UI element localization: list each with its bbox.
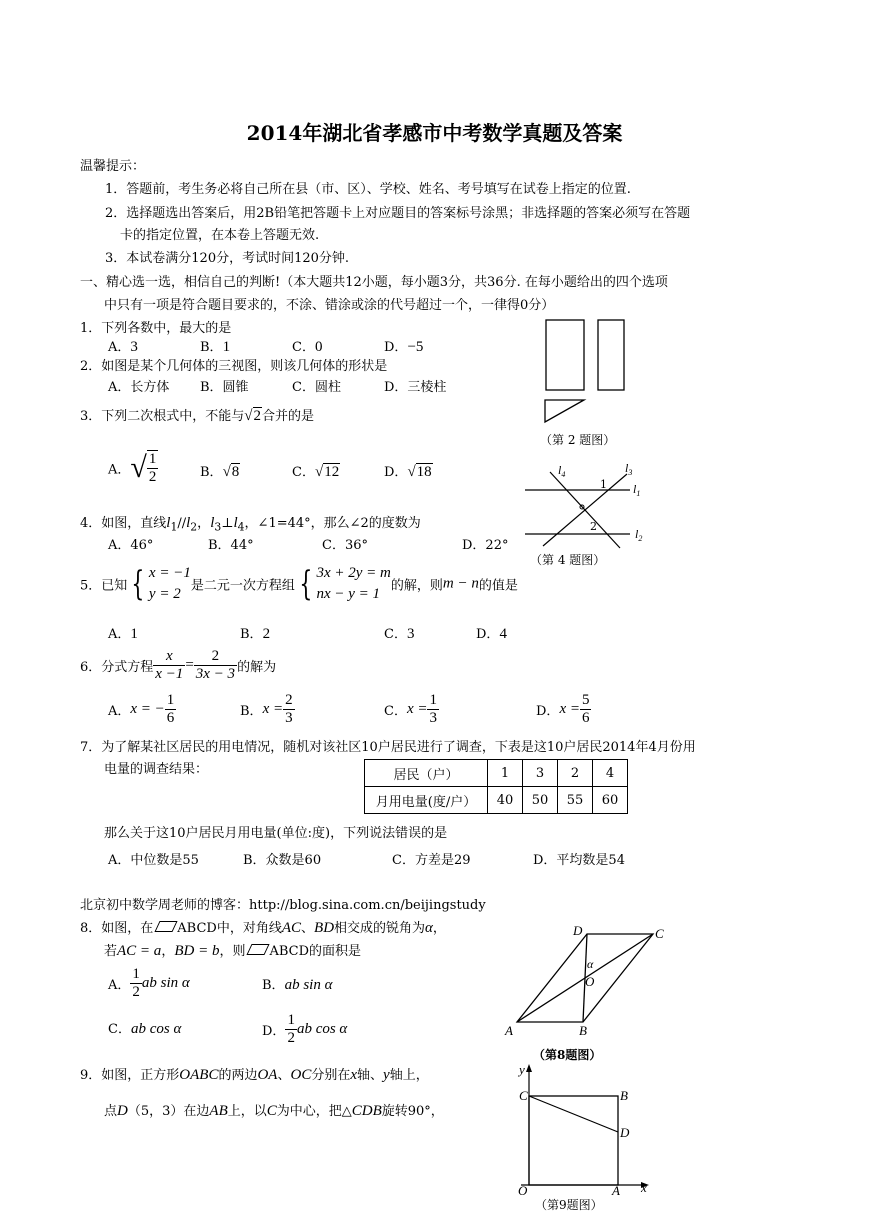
q1-stem: 1．下列各数中，最大的是 [80, 321, 232, 336]
section-heading: 一、精心选一选，相信自己的判断!（本大题共12小题，每小题3分，共36分. 在每小题给出的四个选项 [80, 275, 668, 290]
q8-option-c: C．ab cos α [108, 1021, 182, 1037]
q6-option-b: B．x = $\frac{2}{3}$ [240, 692, 293, 726]
q8-option-d: D． $\frac{1}{2}$ ab cos α [262, 1012, 348, 1046]
fig8-label-b: B [579, 1023, 587, 1038]
q7-option-a: A．中位数是55 [108, 853, 199, 868]
q1-option-c: C．0 [292, 339, 323, 355]
q1-option-b: B．1 [200, 339, 231, 355]
q3-option-a: A．√ $\frac{1}{2}$ [108, 451, 157, 485]
tips-heading: 温馨提示： [80, 159, 146, 174]
svg-text:l4: $l_4$ [558, 463, 566, 479]
fig4-angle1: 1 [600, 478, 607, 491]
electricity-table [364, 759, 628, 814]
q9-stem: 9．如图，正方形OABC的两边OA、OC分别在x轴、y轴上， [80, 1067, 429, 1083]
svg-text:l2: $l_2$ [635, 527, 643, 543]
svg-text:l3: $l_3$ [625, 461, 633, 477]
fig9-label-c: C [519, 1088, 528, 1103]
q6-stem: 6．分式方程 $\frac{x}{x -1}$ = $\frac{2}{3x - 3}$ 的解为 [80, 648, 277, 682]
tip-1: 1．答题前，考生务必将自己所在县（市、区）、学校、姓名、考号填写在试卷上指定的位置. [105, 182, 631, 197]
fig9-label-b: B [620, 1088, 628, 1103]
q5-option-a: A．1 [108, 626, 138, 642]
q2-option-c: C．圆柱 [292, 380, 341, 395]
q8-stem: 8．如图，在 ABCD中，对角线AC、BD相交成的锐角为α， [80, 920, 446, 936]
q2-caption: （第 2 题图） [540, 433, 616, 447]
q3-option-c: C．√12 [292, 464, 340, 480]
q7-stem-cont: 电量的调查结果： [104, 762, 209, 777]
tip-2-cont: 卡的指定位置，在本卷上答题无效. [120, 228, 320, 243]
square-coordinate-figure [515, 1060, 660, 1198]
fig8-label-o: O [585, 974, 595, 989]
fig9-label-d: D [620, 1125, 630, 1140]
q2-option-d: D．三棱柱 [384, 380, 447, 395]
q6-option-a: A．x = − $\frac{1}{6}$ [108, 692, 175, 726]
q7-option-c: C．方差是29 [392, 853, 471, 868]
fig8-alpha: α [587, 957, 594, 971]
q3-option-d: D．√18 [384, 464, 432, 480]
fig9-axis-x: x [641, 1180, 647, 1195]
fig4-angle2: 2 [590, 520, 597, 533]
q1-option-d: D．−5 [384, 339, 424, 355]
q4-option-d: D．22° [462, 538, 509, 553]
fig4-l4: l [558, 463, 562, 477]
page-title: 2014年湖北省孝感市中考数学真题及答案 [246, 121, 623, 145]
fig4-l3: l [625, 461, 629, 475]
q3-option-b: B．√8 [200, 464, 240, 480]
q4-stem: 4．如图，直线$l_1//l_2$，$l_3\perp l_4$，∠1=44°，那么∠2的度数为 [80, 515, 421, 534]
q9-stem-cont: 点D（5，3）在边AB上，以C为中心，把△CDB旋转90°， [104, 1103, 444, 1119]
blog-link[interactable]: 北京初中数学周老师的博客：http://blog.sina.com.cn/beijingstudy [80, 898, 486, 913]
three-view-figure [540, 318, 630, 428]
q8-stem-cont: 若AC = a，BD = b，则 ABCD的面积是 [104, 943, 362, 959]
q8-caption: （第8题图） [533, 1048, 602, 1062]
q5-option-b: B．2 [240, 626, 271, 642]
q2-option-a: A．长方体 [108, 380, 170, 395]
parallelogram-icon [247, 944, 270, 955]
q5-option-d: D．4 [476, 626, 507, 642]
fig9-axis-y: y [519, 1062, 525, 1077]
tip-3: 3．本试卷满分120分，考试时间120分钟. [105, 251, 350, 266]
q8-option-b: B．ab sin α [262, 977, 333, 993]
q7-option-b: B．众数是60 [243, 853, 322, 868]
svg-text:l1: $l_1$ [633, 482, 641, 498]
fig9-label-a: A [612, 1183, 620, 1198]
tip-2: 2．选择题选出答案后，用2B铅笔把答题卡上对应题目的答案标号涂黑；非选择题的答案必须写在答题 [105, 206, 691, 221]
section-heading-cont: 中只有一项是符合题目要求的，不涂、错涂或涂的代号超过一个，一律得0分） [104, 298, 555, 313]
parallelogram-icon [155, 921, 178, 932]
fig8-label-a: A [505, 1023, 513, 1038]
q7-option-d: D．平均数是54 [533, 853, 625, 868]
q4-caption: （第 4 题图） [530, 553, 606, 567]
q7-stem: 7．为了解某社区居民的用电情况，随机对该社区10户居民进行了调查，下表是这10户居民2014年4月份用 [80, 740, 696, 755]
fig4-l2: l [635, 527, 639, 541]
parallel-lines-figure [525, 460, 655, 550]
q1-option-a: A．3 [108, 339, 138, 355]
q4-option-c: C．36° [322, 538, 368, 553]
q3-stem: 3．下列二次根式中，不能与√2合并的是 [80, 408, 315, 424]
table-row: 居民（户） 1 3 2 4 [365, 760, 628, 787]
q4-option-b: B．44° [208, 538, 254, 553]
fig4-l1: l [633, 482, 637, 496]
fig8-label-c: C [655, 926, 664, 941]
q2-option-b: B．圆锥 [200, 380, 249, 395]
q5-stem: 5．已知 { x = −1 y = 2 是二元一次方程组 { 3x + 2y = m nx − y = 1 的解，则m − n的值是 [80, 564, 518, 604]
q8-option-a: A． $\frac{1}{2}$ ab sin α [108, 966, 190, 1000]
q4-option-a: A．46° [108, 538, 154, 553]
table-row: 月用电量(度/户） 40 50 55 60 [365, 787, 628, 814]
q6-option-d: D．x = $\frac{5}{6}$ [536, 692, 590, 726]
fig9-label-o: O [518, 1183, 528, 1198]
q5-option-c: C．3 [384, 626, 415, 642]
q7-question: 那么关于这10户居民月用电量(单位:度)，下列说法错误的是 [104, 826, 448, 841]
fig8-label-d: D [573, 923, 583, 938]
q2-stem: 2．如图是某个几何体的三视图，则该几何体的形状是 [80, 359, 388, 374]
q9-caption: （第9题图） [535, 1198, 603, 1212]
parallelogram-figure [505, 920, 675, 1040]
q6-option-c: C．x = $\frac{1}{3}$ [384, 692, 437, 726]
